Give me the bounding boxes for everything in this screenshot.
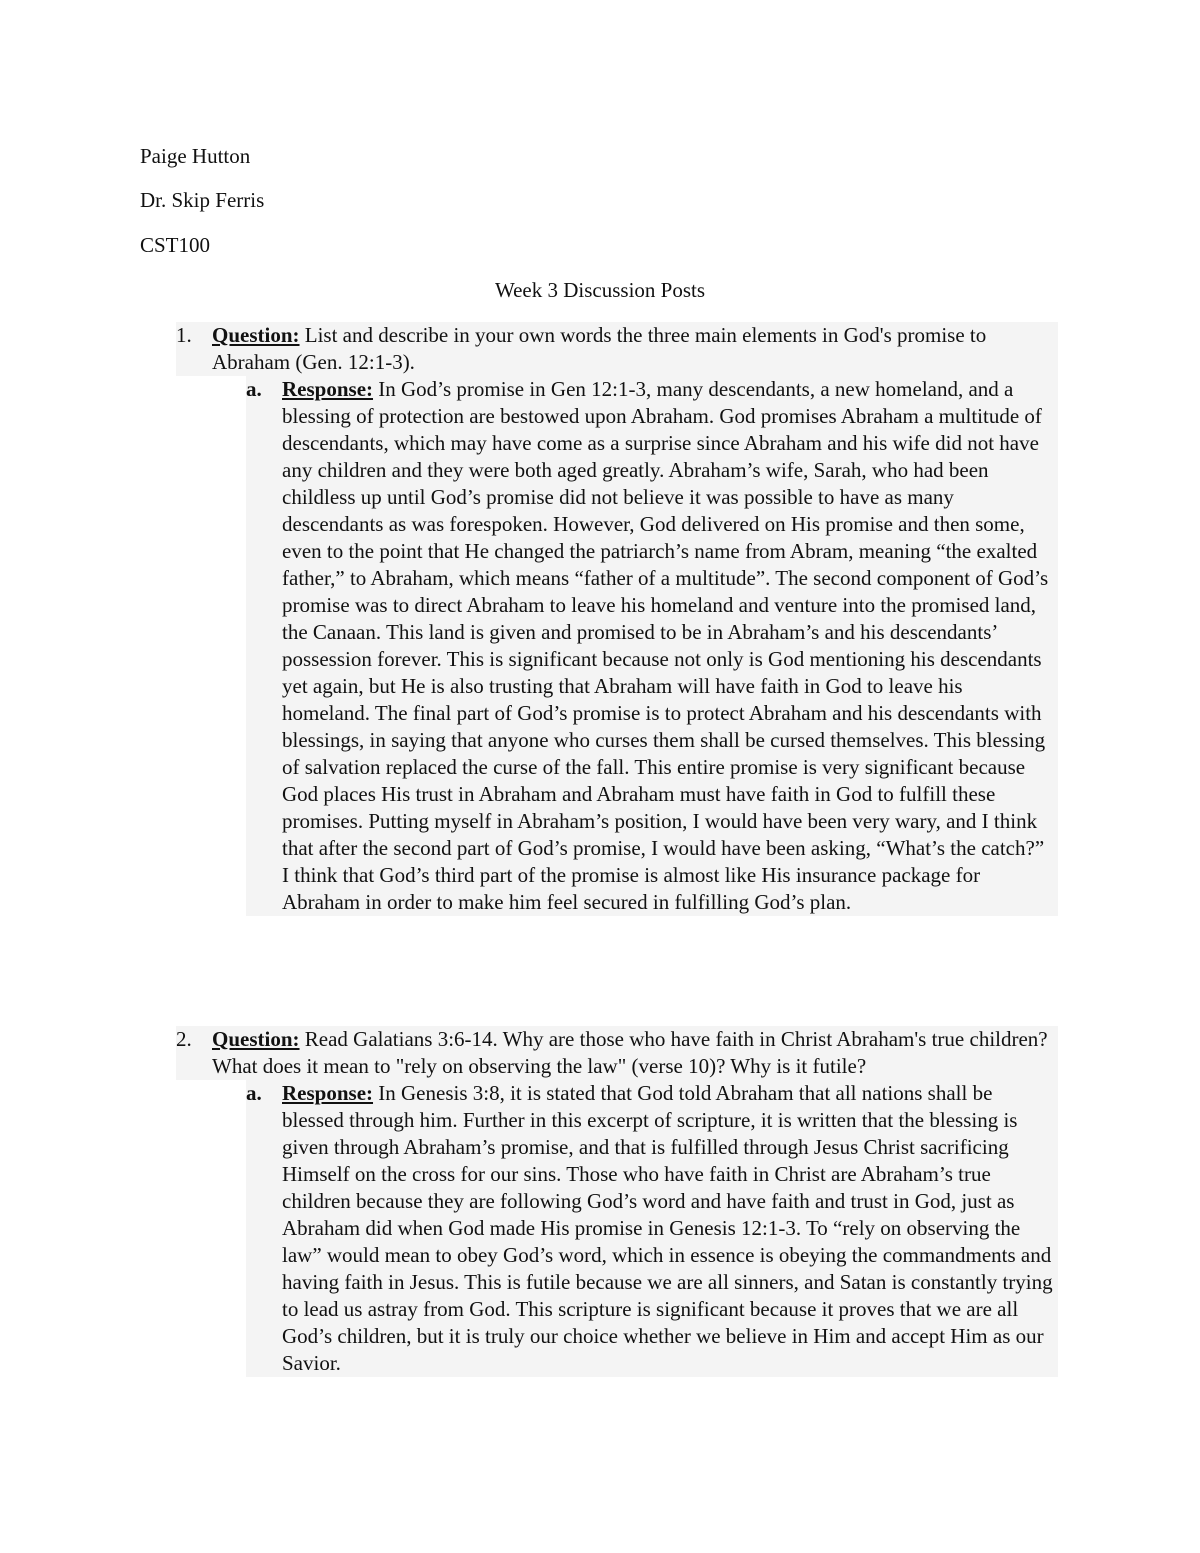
question-item-1: [176, 322, 1058, 916]
course-code: CST100: [140, 233, 211, 257]
page-title: Week 3 Discussion Posts: [494, 278, 706, 302]
question-label: Question:: [212, 1027, 300, 1051]
question-text: List and describe in your own words the three main elements in God's promise to Abraham (Gen. 12:1-3).: [212, 323, 987, 374]
response-letter: a.: [246, 1081, 262, 1105]
question-label: Question:: [212, 323, 300, 347]
response-block: [246, 1080, 1058, 1377]
question-number: 1.: [176, 323, 192, 347]
student-name: Paige Hutton: [140, 144, 251, 168]
response-block: [246, 376, 1058, 916]
question-number: 2.: [176, 1027, 192, 1051]
instructor-name: Dr. Skip Ferris: [140, 188, 265, 212]
response-label: Response:: [282, 1081, 374, 1105]
response-label: Response:: [282, 377, 374, 401]
response-text: In God’s promise in Gen 12:1-3, many descendants, a new homeland, and a blessing of protection are bestowed upon Abraham. God promises Abraham a multitude of descendants, which may have come as a surprise since Abraham and his wife did not have any children and they were both aged greatly. Abraham’s wife, Sarah, who had been childless up until God’s promise did not believe it was possible to have as many descendants as was forespoken. However, God delivered on His promise and then some, even to the point that He changed the patriarch’s name from Abram, meaning “the exalted father,” to Abraham, which means “father of a multitude”. The second component of God’s promise was to direct Abraham to leave his homeland and venture into the promised land, the Canaan. This land is given and promised to be in Abraham’s and his descendants’ possession forever. This is significant because not only is God mentioning his descendants yet again, but He is also trusting that Abraham will have faith in God to leave his homeland. The final part of God’s promise is to protect Abraham and his descendants with blessings, in saying that anyone who curses them shall be cursed themselves. This blessing of salvation replaced the curse of the fall. This entire promise is very significant because God places His trust in Abraham and Abraham must have faith in God to fulfill these promises. Putting myself in Abraham’s position, I would have been very wary, and I think that after the second part of God’s promise, I would have been asking, “What’s the catch?” I think that God’s third part of the promise is almost like His insurance package for Abraham in order to make him feel secured in fulfilling God’s plan.: [282, 377, 1049, 914]
response-text: In Genesis 3:8, it is stated that God told Abraham that all nations shall be blessed through him. Further in this excerpt of scripture, it is written that the blessing is given through Abraham’s promise, and that is fulfilled through Jesus Christ sacrificing Himself on the cross for our sins. Those who have faith in Christ are Abraham’s true children because they are following God’s word and have faith and trust in God, just as Abraham did when God made His promise in Genesis 12:1-3. To “rely on observing the law” would mean to obey God’s word, which in essence is obeying the commandments and having faith in Jesus. This is futile because we are all sinners, and Satan is constantly trying to lead us astray from God. This scripture is significant because it proves that we are all God’s children, but it is truly our choice whether we believe in Him and accept Him as our Savior.: [282, 1081, 1053, 1375]
question-item-2: [176, 1026, 1058, 1377]
question-text: Read Galatians 3:6-14. Why are those who have faith in Christ Abraham's true children? What does it mean to "rely on observing the law" (verse 10)? Why is it futile?: [212, 1027, 1048, 1078]
question-text-block: [176, 322, 1058, 376]
question-text-block: [176, 1026, 1058, 1080]
response-letter: a.: [246, 377, 262, 401]
